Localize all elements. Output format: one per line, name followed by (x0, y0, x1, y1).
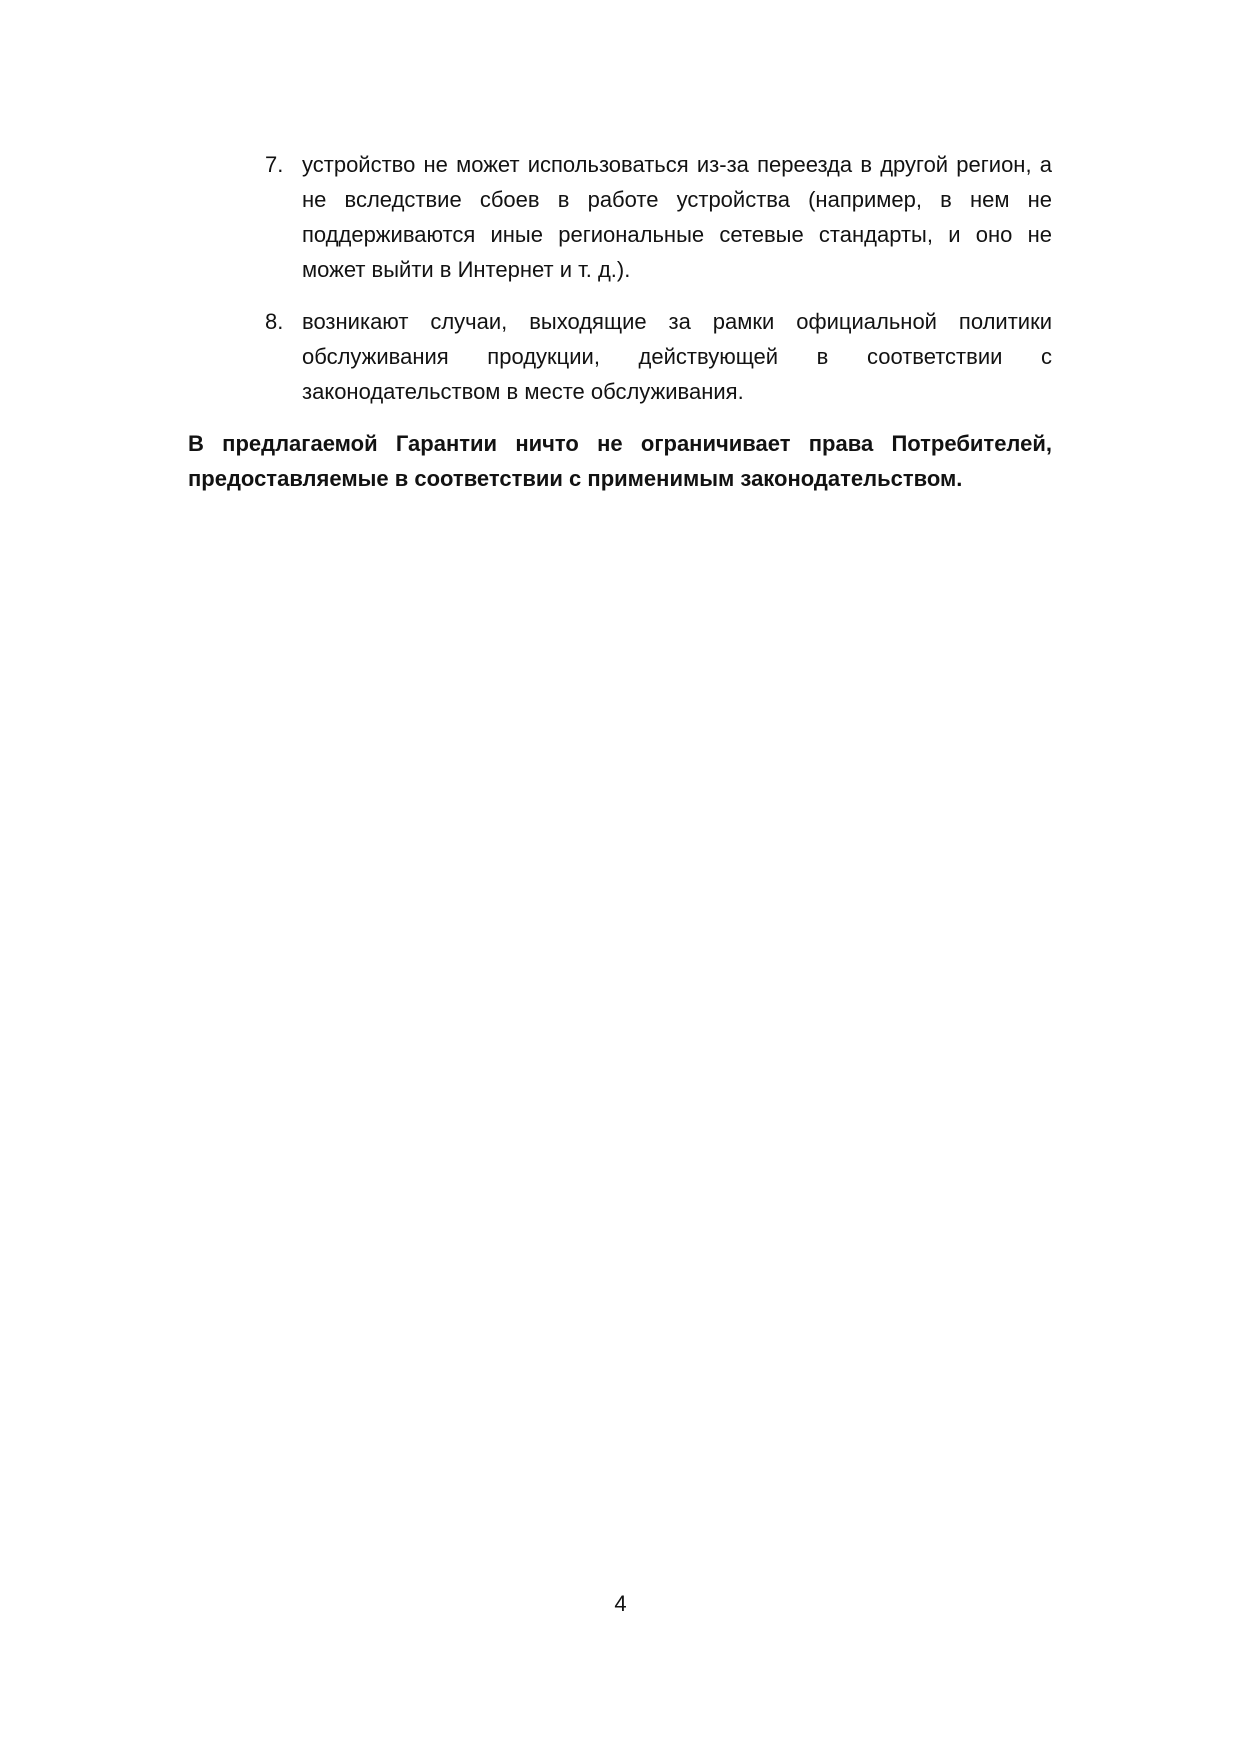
closing-paragraph (188, 426, 1052, 496)
list-item-8-number: 8. (265, 309, 284, 334)
list-item-8-line: обслуживания продукции, действующей в соответствии с (302, 344, 1052, 369)
list-item-7-number: 7. (265, 152, 284, 177)
list-item-8-line: возникают случаи, выходящие за рамки официальной политики (302, 309, 1052, 334)
list-item-7-line: не вследствие сбоев в работе устройства (например, в нем не (302, 187, 1052, 212)
numbered-list-item-7 (188, 147, 1052, 287)
closing-paragraph-line: предоставляемые в соответствии с применимым законодательством. (188, 466, 963, 491)
list-item-7-line: может выйти в Интернет и т. д.). (302, 257, 631, 282)
page-number: 4 (614, 1591, 627, 1616)
document-body (188, 147, 1052, 496)
list-item-7-line: устройство не может использоваться из-за переезда в другой регион, а (302, 152, 1052, 177)
closing-paragraph-line: В предлагаемой Гарантии ничто не ограничивает права Потребителей, (188, 431, 1052, 456)
numbered-list-item-8 (188, 304, 1052, 409)
list-item-7-line: поддерживаются иные региональные сетевые стандарты, и оно не (302, 222, 1052, 247)
list-item-8-line: законодательством в месте обслуживания. (302, 379, 744, 404)
